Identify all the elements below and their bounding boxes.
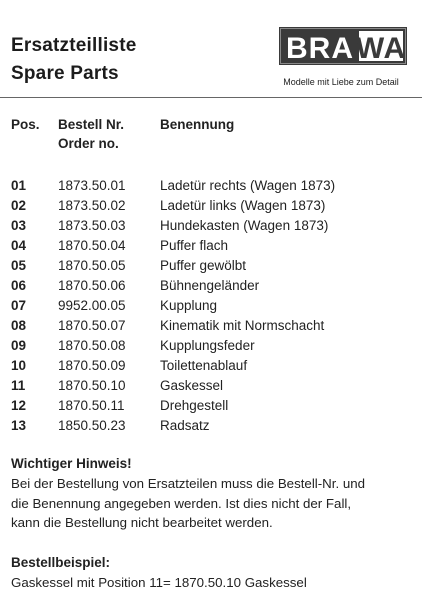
row-order-number: 1873.50.01: [58, 178, 126, 193]
row-part-name: Drehgestell: [160, 398, 229, 413]
parts-list: [0, 176, 422, 436]
table-row: [0, 176, 422, 196]
note-line: Bei der Bestellung von Ersatzteilen muss die Bestell-Nr. und: [11, 476, 366, 491]
brawa-logo-mark: [279, 27, 407, 65]
row-order-number: 1870.50.04: [58, 238, 126, 253]
table-row: [0, 216, 422, 236]
row-position: 05: [11, 258, 27, 273]
logo-brand-left: BRA: [286, 32, 354, 65]
note-line: die Benennung angegeben werden. Ist dies nicht der Fall,: [11, 495, 352, 511]
row-position: 12: [11, 398, 27, 413]
row-order-number: 1870.50.11: [58, 398, 125, 413]
column-header-order-en: Order no.: [58, 136, 119, 151]
row-order-number: 1870.50.08: [58, 338, 126, 353]
row-part-name: Radsatz: [160, 418, 210, 433]
row-order-number: 1870.50.10: [58, 378, 126, 393]
example-title: Bestellbeispiel:: [11, 555, 111, 570]
row-part-name: Kupplungsfeder: [160, 338, 255, 353]
table-row: [0, 256, 422, 276]
row-position: 07: [11, 298, 27, 313]
row-order-number: 1870.50.07: [58, 318, 126, 333]
row-position: 02: [11, 198, 27, 213]
row-position: 04: [11, 238, 27, 253]
row-order-number: 9952.00.05: [58, 298, 126, 313]
row-part-name: Toilettenablauf: [160, 358, 248, 373]
table-row: [0, 376, 422, 396]
row-order-number: 1850.50.23: [58, 418, 126, 433]
row-part-name: Ladetür rechts (Wagen 1873): [160, 178, 336, 193]
table-row: [0, 416, 422, 436]
row-part-name: Puffer gewölbt: [160, 258, 247, 273]
note-line: kann die Bestellung nicht bearbeitet werden.: [11, 515, 273, 530]
table-row: [0, 196, 422, 216]
row-position: 10: [11, 358, 27, 373]
row-position: 09: [11, 338, 27, 353]
note-title: Wichtiger Hinweis!: [11, 456, 132, 471]
row-order-number: 1870.50.09: [58, 358, 126, 373]
page-title-german: Ersatzteilliste: [11, 35, 137, 56]
row-part-name: Kupplung: [160, 298, 218, 313]
row-part-name: Kinematik mit Normschacht: [160, 318, 325, 333]
table-row: [0, 236, 422, 256]
table-row: [0, 276, 422, 296]
column-header-name: Benennung: [160, 117, 235, 132]
row-order-number: 1873.50.03: [58, 218, 126, 233]
page-title-english: Spare Parts: [11, 63, 119, 84]
row-position: 13: [11, 418, 27, 433]
table-row: [0, 296, 422, 316]
row-part-name: Ladetür links (Wagen 1873): [160, 198, 326, 213]
table-row: [0, 336, 422, 356]
logo-tagline: Modelle mit Liebe zum Detail: [283, 77, 399, 87]
row-position: 01: [11, 178, 27, 193]
row-part-name: Puffer flach: [160, 238, 229, 253]
row-position: 11: [11, 378, 26, 393]
row-order-number: 1870.50.05: [58, 258, 126, 273]
row-part-name: Hundekasten (Wagen 1873): [160, 218, 329, 233]
column-header-pos: Pos.: [11, 117, 40, 132]
note-body: [11, 474, 415, 533]
row-position: 06: [11, 278, 27, 293]
table-row: [0, 316, 422, 336]
column-header-order-de: Bestell Nr.: [58, 117, 125, 132]
row-part-name: Gaskessel: [160, 378, 224, 393]
row-position: 03: [11, 218, 27, 233]
row-part-name: Bühnengeländer: [160, 278, 260, 293]
header-divider: [0, 97, 422, 98]
row-position: 08: [11, 318, 27, 333]
table-row: [0, 356, 422, 376]
row-order-number: 1870.50.06: [58, 278, 126, 293]
example-text: Gaskessel mit Position 11= 1870.50.10 Gaskessel: [11, 575, 307, 590]
logo-brand-right: WA: [355, 32, 407, 65]
table-row: [0, 396, 422, 416]
row-order-number: 1873.50.02: [58, 198, 126, 213]
brawa-logo: [279, 27, 407, 87]
